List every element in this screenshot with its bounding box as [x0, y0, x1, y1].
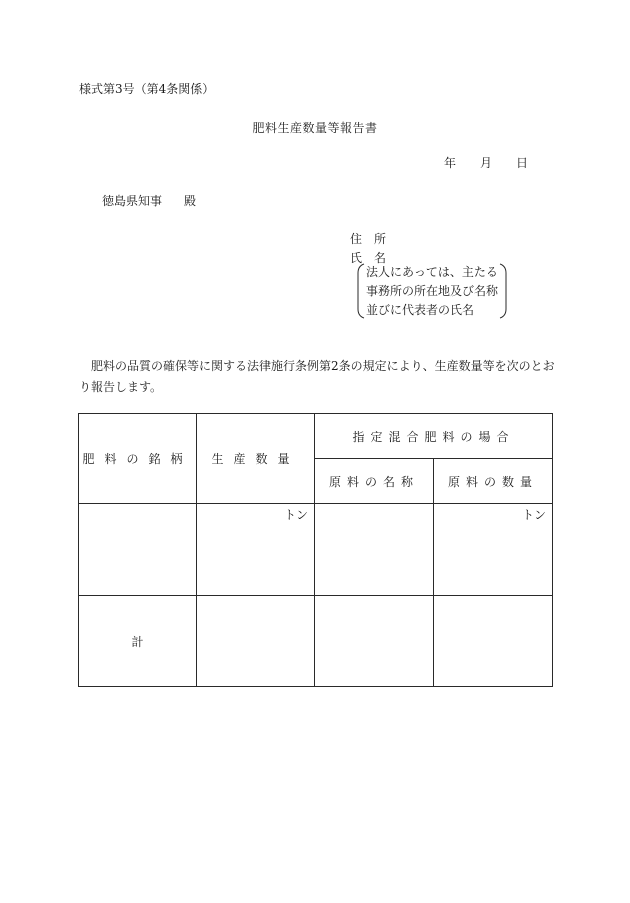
header-designated-mixed: 指定混合肥料の場合 [315, 414, 553, 459]
name-label: 氏 名 [350, 251, 387, 265]
unit-label: トン [283, 508, 308, 522]
page-title: 肥料生産数量等報告書 [252, 121, 378, 135]
addressee-name: 徳島県知事 [102, 194, 163, 208]
report-table [78, 413, 553, 687]
header-raw-material-quantity: 原料の数量 [434, 459, 553, 504]
header-brand: 肥料の銘柄 [79, 414, 197, 504]
production-quantity-cell[interactable] [197, 504, 315, 596]
total-label: 計 [79, 596, 197, 687]
header-raw-material-name: 原料の名称 [315, 459, 434, 504]
report-date [444, 154, 528, 171]
unit-label: トン [522, 508, 547, 522]
table-row [79, 504, 553, 596]
addressee [102, 192, 196, 209]
brand-cell[interactable] [79, 504, 197, 596]
table-row-total [79, 596, 553, 687]
statement-text: 肥料の品質の確保等に関する法律施行条例第2条の規定により、生産数量等を次のとおり報告します。 [79, 359, 555, 394]
address-label: 住 所 [350, 232, 387, 246]
total-raw-material-name-cell[interactable] [315, 596, 434, 687]
bracket-icon [356, 263, 508, 319]
year-label: 年 [444, 156, 457, 170]
day-label: 日 [516, 156, 529, 170]
corporation-note-line: 法人にあっては、主たる [366, 265, 498, 279]
corporation-note-line: 並びに代表者の氏名 [366, 303, 475, 317]
month-label: 月 [480, 156, 493, 170]
raw-material-quantity-cell[interactable] [434, 504, 553, 596]
corporation-note [356, 263, 508, 319]
total-production-quantity-cell[interactable] [197, 596, 315, 687]
raw-material-name-cell[interactable] [315, 504, 434, 596]
form-number: 様式第3号（第4条関係） [79, 82, 215, 96]
total-raw-material-quantity-cell[interactable] [434, 596, 553, 687]
addressee-honorific: 殿 [184, 194, 197, 208]
corporation-note-line: 事務所の所在地及び名称 [366, 284, 499, 298]
header-production-quantity: 生産数量 [197, 414, 315, 504]
